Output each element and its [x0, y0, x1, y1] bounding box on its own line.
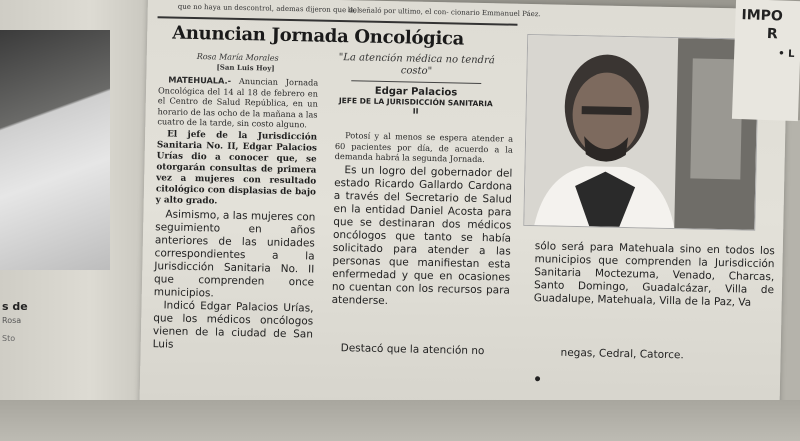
left-page-caption: s de: [2, 300, 28, 313]
right-page-heading-1: IMPO: [741, 7, 784, 25]
col3-paragraph-1: sólo será para Matehuala sino en todos los municipios que comprenden la Jurisdicción Sanitaria Moctezuma, Venado, Charcas, Santo Domingo, Guadalcázar, Villa de Guadalupe, Matehuala, Villa de la Paz, Va: [533, 240, 775, 309]
newspaper-page: [139, 0, 788, 429]
dateline: MATEHUALA.-: [168, 74, 232, 86]
col2-paragraph-2: Es un logro del gobernador del estado Ricardo Gallardo Cardona a través del Secretario de Salud en la entidad Daniel Acosta para que se destinaran dos médicos oncólogos que tanto se había solicitado para atender a las personas que manifiestan esta enfermedad y que en ocasiones no cuentan con los recursos para atenderse.: [331, 163, 513, 307]
article-column-3: [534, 240, 775, 310]
article-byline-outlet: [San Luis Hoy]: [216, 62, 275, 73]
left-page-caption-small: Rosa: [2, 316, 22, 325]
top-strip-left: que no haya un descontrol, ademas dijeron que del: [177, 2, 360, 15]
ink-dot: [535, 376, 540, 381]
paragraph-2: El jefe de la Jurisdicción Sanitaria No. II, Edgar Palacios Urías dio a conocer que, se otorgarán consultas de primera vez a mujeres con resultado citológico con displasias de bajo y alto grado.: [155, 129, 318, 207]
portrait-photo: [523, 34, 759, 231]
article-column-1: [153, 74, 319, 354]
paragraph-1: [157, 74, 318, 130]
desk-surface: [0, 400, 800, 441]
pull-quote-text: "La atención médica no tendrá costo": [338, 52, 495, 77]
portrait-image: [524, 35, 758, 230]
bottom-line-middle: Destacó que la atención no: [340, 342, 485, 358]
article-column-2: [331, 130, 513, 312]
article-byline-name: Rosa María Morales: [196, 52, 279, 63]
pull-quote-rule: [351, 80, 481, 84]
pull-quote-name: Edgar Palacios: [374, 85, 458, 99]
paragraph-4: Indicó Edgar Palacios Urías, que los médicos oncólogos vienen de la ciudad de San Luis: [152, 299, 314, 351]
paragraph-1-text: Anuncian Jornada Oncológica del 14 al 18 de febrero en el Centro de Salud República, en un horario de las ocho de la mañana a las cuatro de la tarde, sin costo alguno.: [157, 75, 319, 130]
right-page-heading-2: R: [766, 25, 778, 43]
pull-quote: [336, 52, 497, 117]
left-page-caption-small-2: Sto: [2, 334, 16, 343]
right-page-heading-3: • L: [778, 48, 795, 60]
col2-paragraph-1: Potosí y al menos se espera atender a 60 pacientes por día, de acuerdo a la demanda habrá la segunda Jornada.: [334, 130, 514, 165]
article-headline: Anuncian Jornada Oncológica: [172, 22, 465, 50]
pull-quote-role: JEFE DE LA JURISDICCIÓN SANITARIA II: [338, 96, 493, 116]
bottom-line-right: negas, Cedral, Catorce.: [560, 346, 684, 362]
right-newspaper-page: [732, 0, 800, 121]
top-strip-right: la, señaló por ultimo, el con- cionario Emmanuel Páez.: [347, 6, 541, 19]
left-newspaper-page: [0, 0, 150, 441]
paragraph-3: Asimismo, a las mujeres con seguimiento en años anteriores de las unidades correspondientes a la Jurisdicción Sanitaria No. II que comprenden once municipios.: [153, 208, 316, 300]
left-page-photo: [0, 30, 110, 270]
